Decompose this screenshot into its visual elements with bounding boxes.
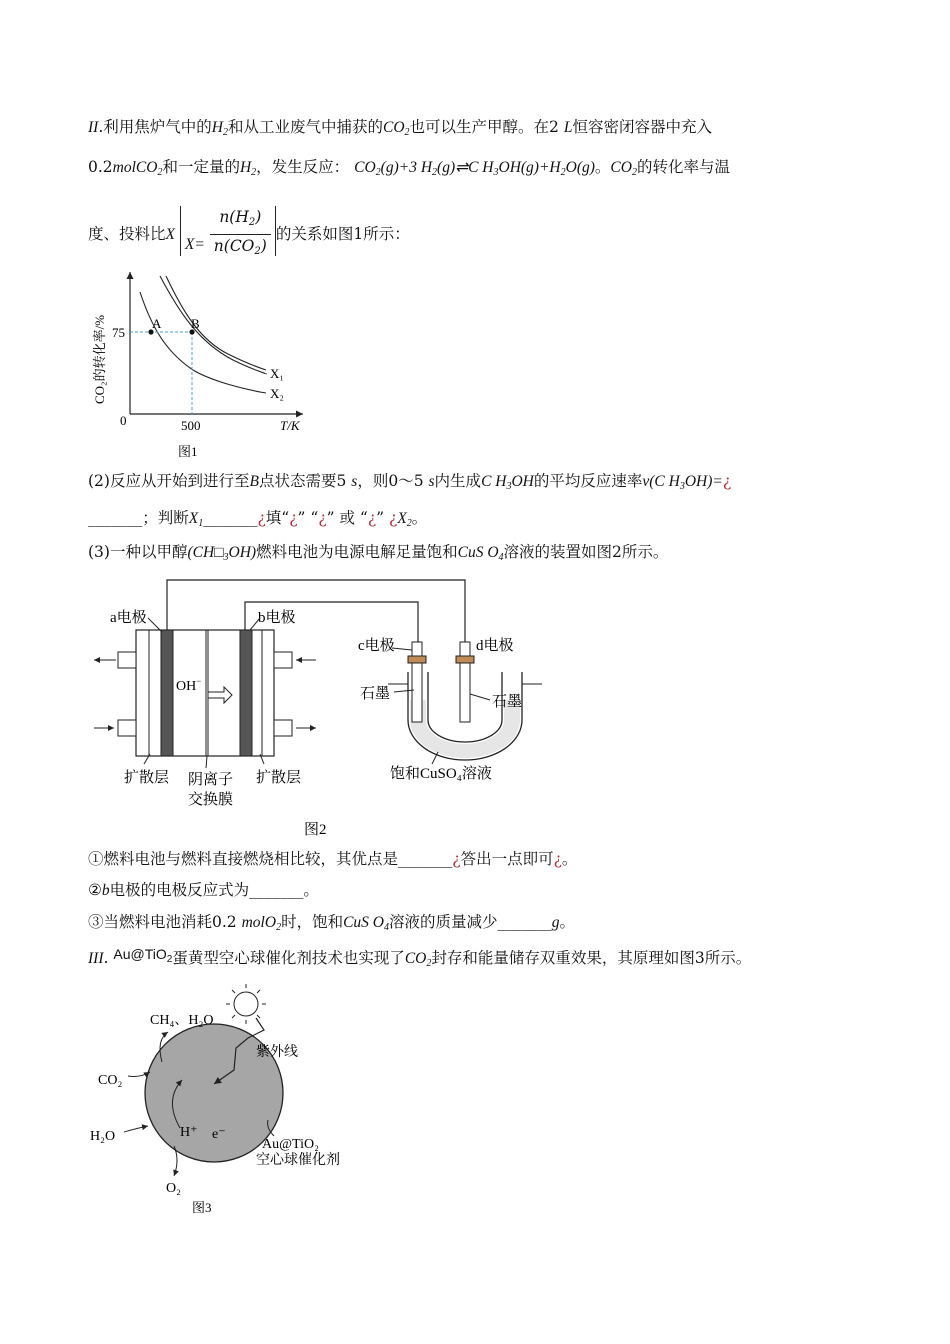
graphite-right: 石墨 bbox=[492, 694, 523, 710]
tick-75: 75 bbox=[112, 325, 125, 340]
x1-label: X₁ bbox=[270, 366, 284, 381]
label-b: B bbox=[191, 316, 200, 331]
subq1: ①燃料电池与燃料直接燃烧相比较，其优点是_______¿答出一点即可¿。 bbox=[88, 850, 578, 868]
label-a: A bbox=[152, 316, 162, 331]
solution-label: 饱和CuSO₄溶液 bbox=[390, 766, 492, 782]
fig2-caption: 图2 bbox=[304, 822, 327, 838]
curve-x1 bbox=[160, 276, 266, 374]
ratio-definition: X= $\frac{n(H_2)}{n(CO_2)}$ bbox=[180, 206, 276, 256]
membrane-2: 交换膜 bbox=[188, 792, 234, 808]
d-electrode-rod bbox=[460, 642, 470, 722]
products-label: CH₄、H₂O bbox=[150, 1013, 214, 1028]
reaction-equation: $CO_2(g)+3$ $H_2(g)\rightleftharpoons C$ $H_3OH(g)+H_2O(g)$ bbox=[354, 159, 595, 178]
origin-label: 0 bbox=[120, 413, 127, 428]
figure1-chart bbox=[88, 262, 318, 462]
subq2: ②b电极的电极反应式为_______。 bbox=[88, 881, 319, 899]
cell-body bbox=[136, 630, 274, 756]
sun-icon bbox=[234, 992, 258, 1016]
section3-line: III. Au@TiO$_2$蛋黄型空心球催化剂技术也实现了$CO_2$封存和能量储存双重效果，其原理如图3所示。 bbox=[88, 946, 752, 969]
y-axis-label: CO₂的转化率/% bbox=[92, 314, 107, 404]
catalyst-label-2: 空心球催化剂 bbox=[256, 1153, 340, 1168]
fig3-caption: 图3 bbox=[192, 1200, 212, 1215]
x2-label: X₂ bbox=[270, 386, 284, 401]
q3-line: (3)一种以甲醇$(CH□_3OH)$燃料电池为电源电解足量饱和CuS $O_4$溶液的装置如图2所示。 bbox=[88, 543, 669, 563]
diffusion-right: 扩散层 bbox=[256, 770, 302, 786]
c-electrode-label: c电极 bbox=[358, 638, 395, 654]
q2-line1: (2)反应从开始到进行至B点状态需要5 s，则0～5 s内生成C $H_3OH$的平均反应速率v(C $H_3OH)=¿$ bbox=[88, 472, 732, 492]
co2-label: CO₂ bbox=[98, 1073, 123, 1088]
oh-label: OH− bbox=[176, 676, 202, 694]
q2-line2: _______；判断$X_1\_\_\_\_\_\_\_¿$填“¿” “¿” 或 “¿” ¿$X_2$。 bbox=[88, 509, 428, 529]
section2-line3: 度、投料比X X= $\frac{n(H_2)}{n(CO_2)}$ 的关系如图1所示： bbox=[88, 208, 410, 257]
figure2-diagram bbox=[88, 572, 548, 842]
graphite-left: 石墨 bbox=[360, 686, 391, 702]
b-electrode-label: b电极 bbox=[258, 610, 296, 626]
figure3-diagram bbox=[88, 980, 348, 1220]
fig1-caption: 图1 bbox=[178, 444, 198, 459]
d-electrode-label: d电极 bbox=[476, 638, 514, 654]
subq3: ③当燃料电池消耗0.2 molO$_2$时，饱和CuS $O_4$溶液的质量减少_______g。 bbox=[88, 913, 576, 933]
diffusion-left: 扩散层 bbox=[124, 770, 170, 786]
c-electrode-rod bbox=[412, 642, 422, 722]
membrane-1: 阴离子 bbox=[188, 772, 234, 788]
o2-label: O₂ bbox=[166, 1181, 181, 1196]
b-electrode-plate bbox=[240, 630, 252, 756]
curve-x1-main bbox=[166, 276, 266, 370]
section2-line1: II.利用焦炉气中的$H_2$和从工业废气中捕获的$CO_2$也可以生产甲醇。在2 L恒容密闭容器中充入 bbox=[88, 118, 712, 138]
h2o-label: H₂O bbox=[90, 1129, 116, 1144]
tick-500: 500 bbox=[181, 418, 201, 433]
h-plus-label: H⁺ bbox=[180, 1125, 198, 1140]
a-electrode-label: a电极 bbox=[110, 610, 147, 626]
x-axis-label: T/K bbox=[280, 418, 300, 433]
curve-x2 bbox=[140, 292, 266, 393]
e-minus-label: e⁻ bbox=[212, 1127, 226, 1142]
catalyst-label-1: Au@TiO₂ bbox=[262, 1137, 319, 1152]
section2-line2: 0.2molCO$_2$和一定量的$H_2$，发生反应： $CO_2(g)+3$ $H_2(g)\rightleftharpoons C$ $H_3OH(g)+H_2O(g)$。$CO_2$的转化率与温 bbox=[88, 158, 730, 178]
a-electrode-plate bbox=[161, 630, 173, 756]
uv-label: 紫外线 bbox=[256, 1045, 298, 1060]
